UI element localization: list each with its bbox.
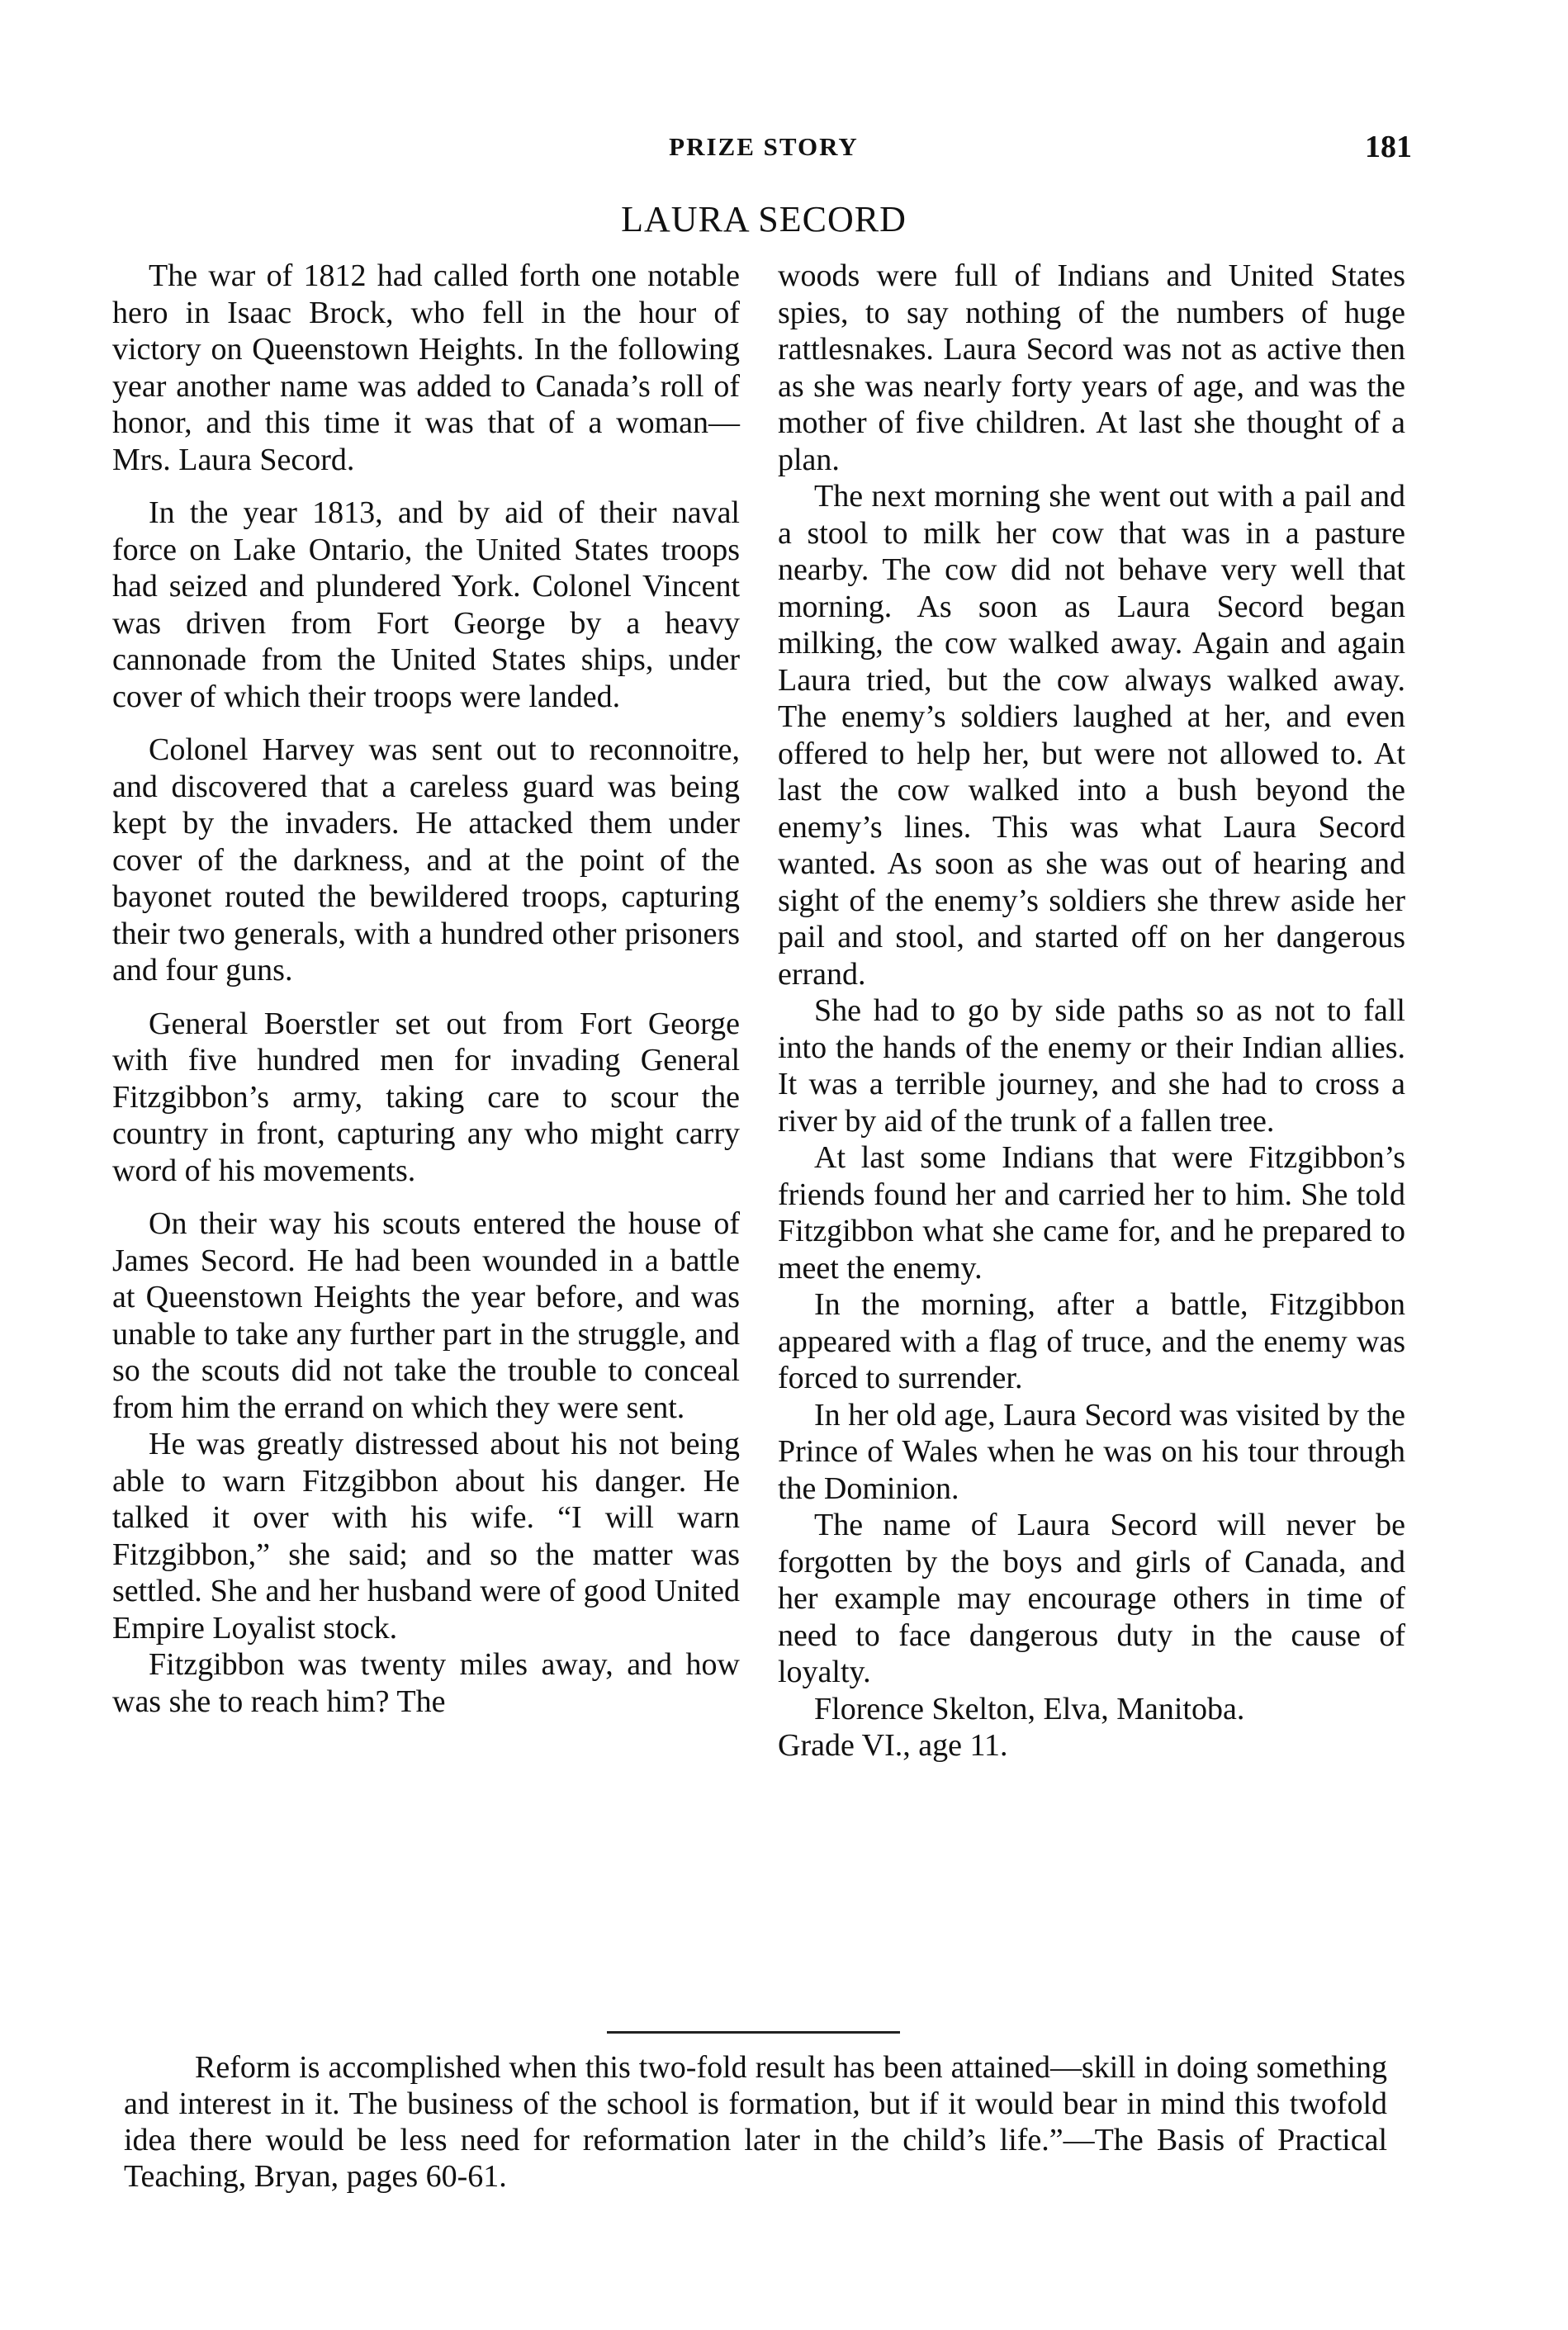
page-number: 181 [1365, 130, 1412, 164]
paragraph-woods-continued: woods were full of Indians and United States spies, to say nothing of the numbers of huge rattlesnakes. Laura Secord was not as active then as she was nearly forty years of age, and was the mother of five children. At last she thought of a plan. [778, 258, 1405, 477]
paragraph-indians-found-her: At last some Indians that were Fitzgibbon’s friends found her and carried her to him. She told Fitzgibbon what she came for, and he prepared to meet the enemy. [778, 1140, 1405, 1286]
running-head [116, 129, 1412, 165]
paragraph-war-of-1812: The war of 1812 had called forth one notable hero in Isaac Brock, who fell in the hour of victory on Queenstown Heights. In the following year another name was added to Canada’s roll of honor, and this time it was that of a woman—Mrs. Laura Secord. [112, 258, 740, 477]
reform-quote-text: Reform is accomplished when this two-fold result has been attained—skill in doing something and interest in it. The business of the school is formation, but if it would bear in mind this twofold idea there would be less need for reformation later in the child’s life.”—The Basis of Practical Teaching, Bryan, pages 60-61. [124, 2050, 1387, 2194]
story-title: LAURA SECORD [621, 199, 907, 239]
paragraph-prince-of-wales: In her old age, Laura Secord was visited by the Prince of Wales when he was on his tour through the Dominion. [778, 1397, 1405, 1506]
running-title: PRIZE STORY [669, 132, 859, 161]
author-signature: Florence Skelton, Elva, Manitoba. [814, 1691, 1245, 1726]
paragraph-surrender: In the morning, after a battle, Fitzgibbon appeared with a flag of truce, and the enemy was forced to surrender. [778, 1287, 1405, 1395]
paragraph-colonel-harvey: Colonel Harvey was sent out to reconnoitre, and discovered that a careless guard was being kept by the invaders. He attacked them under cover of the darkness, and at the point of the bayonet routed the bewildered troops, capturing their two generals, with a hundred other prisoners and four guns. [112, 732, 740, 987]
paragraph-warn-fitzgibbon: He was greatly distressed about his not being able to warn Fitzgibbon about his danger. He talked it over with his wife. “I will warn Fitzgibbon,” she said; and so the matter was settled. She and her husband were of good United Empire Loyalist stock. [112, 1427, 740, 1646]
paragraph-scouts-visit: On their way his scouts entered the house of James Secord. He had been wounded in a battle at Queenstown Heights the year before, and was unable to take any further part in the struggle, and so the scouts did not take the trouble to conceal from him the errand on which they were sent. [112, 1206, 740, 1425]
section-divider [607, 2031, 900, 2034]
paragraph-side-paths: She had to go by side paths so as not to fall into the hands of the enemy or their Indian allies. It was a terrible journey, and she had to cross a river by aid of the trunk of a fallen tree. [778, 993, 1405, 1139]
paragraph-twenty-miles: Fitzgibbon was twenty miles away, and how was she to reach him? The [112, 1647, 740, 1719]
paragraph-milk-cow: The next morning she went out with a pail and a stool to milk her cow that was in a pasture nearby. The cow did not behave very well that morning. As soon as Laura Secord began milking, the cow walked away. Again and again Laura tried, but the cow always walked away. The enemy’s soldiers laughed at her, and even offered to help her, but were not allowed to. At last the cow walked into a bush beyond the enemy’s lines. This was what Laura Secord wanted. As soon as she was out of hearing and sight of the enemy’s soldiers she threw aside her pail and stool, and started off on her dangerous errand. [778, 479, 1405, 992]
paragraph-never-forgotten: The name of Laura Secord will never be forgotten by the boys and girls of Canada, and her example may encourage others in time of need to face dangerous duty in the cause of loyalty. [778, 1508, 1405, 1689]
paragraph-york-seized: In the year 1813, and by aid of their naval force on Lake Ontario, the United States troops had seized and plundered York. Colonel Vincent was driven from Fort George by a heavy cannonade from the United States ships, under cover of which their troops were landed. [112, 495, 740, 714]
right-column [778, 258, 1405, 1764]
left-column [112, 258, 740, 1720]
author-grade: Grade VI., age 11. [778, 1728, 1008, 1763]
reform-quote [124, 2049, 1387, 2195]
paragraph-general-boerstler: General Boerstler set out from Fort George with five hundred men for invading General Fitzgibbon’s army, taking care to scour the country in front, capturing any who might carry word of his movements. [112, 1006, 740, 1188]
